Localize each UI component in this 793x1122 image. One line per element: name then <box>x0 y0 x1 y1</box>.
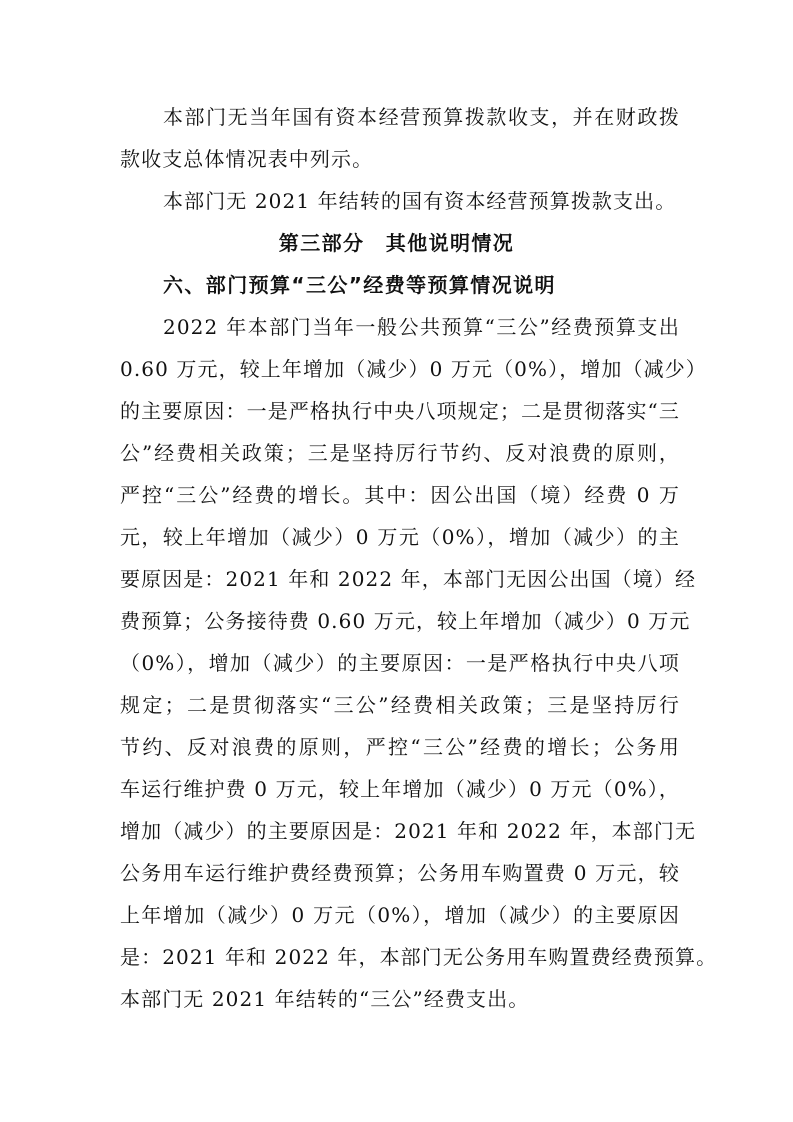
paragraph-line: 本部门无 2021 年结转的国有资本经营预算拨款支出。 <box>163 189 677 213</box>
paragraph-line: 本部门无当年国有资本经营预算拨款收支，并在财政拨 <box>163 105 680 129</box>
paragraph-line: 严控“三公”经费的增长。其中：因公出国（境）经费 0 万 <box>120 483 680 507</box>
paragraph-line: 元，较上年增加（减少）0 万元（0%），增加（减少）的主 <box>120 525 680 549</box>
paragraph-line: 要原因是：2021 年和 2022 年，本部门无因公出国（境）经 <box>120 567 697 591</box>
paragraph-line: 节约、反对浪费的原则，严控“三公”经费的增长；公务用 <box>120 735 680 759</box>
paragraph-line: 款收支总体情况表中列示。 <box>120 147 374 171</box>
part-heading: 第三部分 其他说明情况 <box>278 231 515 255</box>
paragraph-line: 上年增加（减少）0 万元（0%），增加（减少）的主要原因 <box>120 903 680 927</box>
paragraph-line: 0.60 万元，较上年增加（减少）0 万元（0%），增加（减少） <box>120 357 707 381</box>
paragraph-line: 的主要原因：一是严格执行中央八项规定；二是贯彻落实“三 <box>120 399 680 423</box>
paragraph-line: 本部门无 2021 年结转的“三公”经费支出。 <box>120 987 530 1011</box>
paragraph-line: 规定；二是贯彻落实“三公”经费相关政策；三是坚持厉行 <box>120 693 680 717</box>
paragraph-line: 车运行维护费 0 万元，较上年增加（减少）0 万元（0%）， <box>120 777 680 801</box>
paragraph-line: 是：2021 年和 2022 年，本部门无公务用车购置费经费预算。 <box>120 945 718 969</box>
section-heading: 六、部门预算“三公”经费等预算情况说明 <box>163 273 556 297</box>
paragraph-line: 增加（减少）的主要原因是：2021 年和 2022 年，本部门无 <box>120 819 697 843</box>
paragraph-line: 费预算；公务接待费 0.60 万元，较上年增加（减少）0 万元 <box>120 609 691 633</box>
paragraph-line: 公”经费相关政策；三是坚持厉行节约、反对浪费的原则， <box>120 441 680 465</box>
paragraph-line: （0%），增加（减少）的主要原因：一是严格执行中央八项 <box>120 651 680 675</box>
paragraph-line: 2022 年本部门当年一般公共预算“三公”经费预算支出 <box>163 315 680 339</box>
paragraph-line: 公务用车运行维护费经费预算；公务用车购置费 0 万元，较 <box>120 861 680 885</box>
